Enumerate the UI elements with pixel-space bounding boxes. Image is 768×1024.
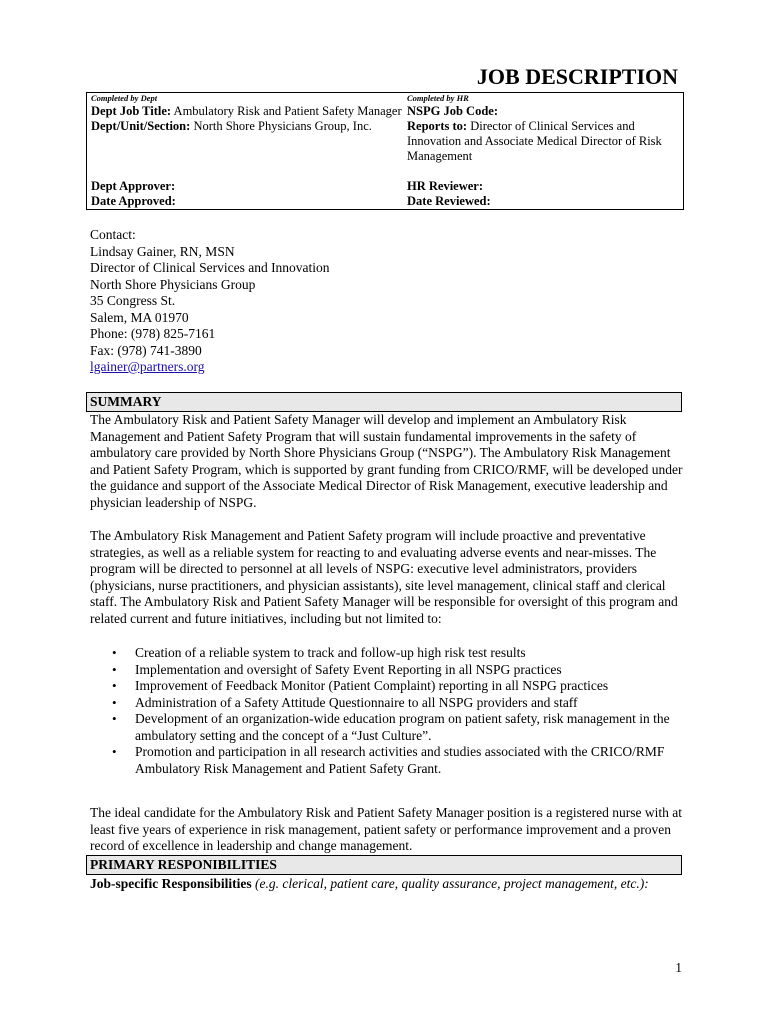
job-specific-line [90,876,690,893]
header-right-bottom [407,179,675,209]
contact-city: Salem, MA 01970 [90,309,189,325]
header-table [86,92,684,210]
page-title: JOB DESCRIPTION [476,64,678,89]
responsibilities-heading: PRIMARY RESPONIBILITIES [86,855,682,875]
bullet-icon: • [112,678,117,693]
header-left-bottom [91,179,405,209]
list-item-text: Promotion and participation in all research activities and studies associated with the CRICO/RMF Ambulatory Risk Management and Patient Safety Grant. [135,744,665,776]
contact-org: North Shore Physicians Group [90,276,256,292]
summary-paragraph-2: The Ambulatory Risk Management and Patient Safety program will include proactive and preventative strategies, as well as a reliable system for reacting to and evaluating adverse events and near-misses. The program will be directed to personnel at all levels of NSPG: executive level administrators, providers (physicians, nurse practitioners, and physician assistants), site level management, clinical staff and clerical staff. The Ambulatory Risk and Patient Safety Manager will be responsible for oversight of this program and related current and future initiatives, including but not limited to: [90,528,678,626]
contact-street: 35 Congress St. [90,293,176,308]
date-reviewed-label: Date Reviewed: [407,194,491,208]
list-item [90,744,690,777]
bullet-icon: • [112,711,117,726]
header-right-column [407,93,675,164]
bullet-icon: • [112,645,117,660]
dept-unit-row [91,119,405,134]
dept-job-title-value: Ambulatory Risk and Patient Safety Manager [173,104,402,118]
list-item [90,695,690,712]
reports-to-label: Reports to: [407,119,468,133]
dept-unit-value: North Shore Physicians Group, Inc. [193,119,372,133]
job-specific-note: (e.g. clerical, patient care, quality assurance, project management, etc.): [255,876,649,891]
contact-phone: Phone: (978) 825-7161 [90,326,216,341]
list-item [90,711,690,744]
list-item-text: Implementation and oversight of Safety Event Reporting in all NSPG practices [135,661,562,677]
bullet-icon: • [112,694,117,710]
summary-heading: SUMMARY [86,392,682,412]
list-item [90,678,690,695]
summary-paragraph-3: The ideal candidate for the Ambulatory Risk and Patient Safety Manager position is a registered nurse with at least five years of experience in risk management, patient safety or performance improvement and a proven record of excellence in leadership and change management. [90,805,682,853]
dept-job-title-row [91,104,405,119]
dept-unit-label: Dept/Unit/Section: [91,119,191,133]
contact-name: Lindsay Gainer, RN, MSN [90,243,235,259]
page-number: 1 [675,960,682,975]
right-caption: Completed by HR [407,93,469,103]
summary-paragraph-1: The Ambulatory Risk and Patient Safety Manager will develop and implement an Ambulatory Risk Management and Patient Safety Program that will sustain fundamental improvements in the safety of ambulatory care provided by North Shore Physicians Group (“NSPG”). The Ambulatory Risk Management and Patient Safety Program, which is supported by grant funding from CRICO/RMF, will be developed under the guidance and support of the Associate Medical Director of Risk Management, executive leadership and physician leadership of NSPG. [90,412,683,510]
initiatives-list [90,645,690,777]
left-caption: Completed by Dept [91,93,158,103]
list-item-text: Improvement of Feedback Monitor (Patient Complaint) reporting in all NSPG practices [135,678,609,693]
contact-block [90,227,550,376]
contact-role: Director of Clinical Services and Innovation [90,260,330,275]
contact-email-link[interactable]: lgainer@partners.org [90,359,205,374]
reports-to-value: Director of Clinical Services and Innovation and Associate Medical Director of Risk Management [407,119,662,163]
header-left-column [91,93,405,134]
contact-fax: Fax: (978) 741-3890 [90,342,202,358]
contact-heading: Contact: [90,227,136,242]
dept-job-title-label: Dept Job Title: [91,104,172,118]
list-item-text: Creation of a reliable system to track and follow-up high risk test results [135,645,526,660]
bullet-icon: • [112,744,117,759]
nspg-job-code-label: NSPG Job Code: [407,104,498,118]
list-item-text: Administration of a Safety Attitude Questionnaire to all NSPG providers and staff [135,694,578,710]
reports-to-row [407,119,675,164]
list-item-text: Development of an organization-wide education program on patient safety, risk management in the ambulatory setting and the concept of a “Just Culture”. [135,711,670,743]
dept-approver-label: Dept Approver: [91,179,176,193]
bullet-icon: • [112,661,117,677]
date-approved-label: Date Approved: [91,194,176,208]
list-item [90,662,690,679]
hr-reviewer-label: HR Reviewer: [407,179,484,193]
job-specific-label: Job-specific Responsibilities [90,876,252,891]
list-item [90,645,690,662]
